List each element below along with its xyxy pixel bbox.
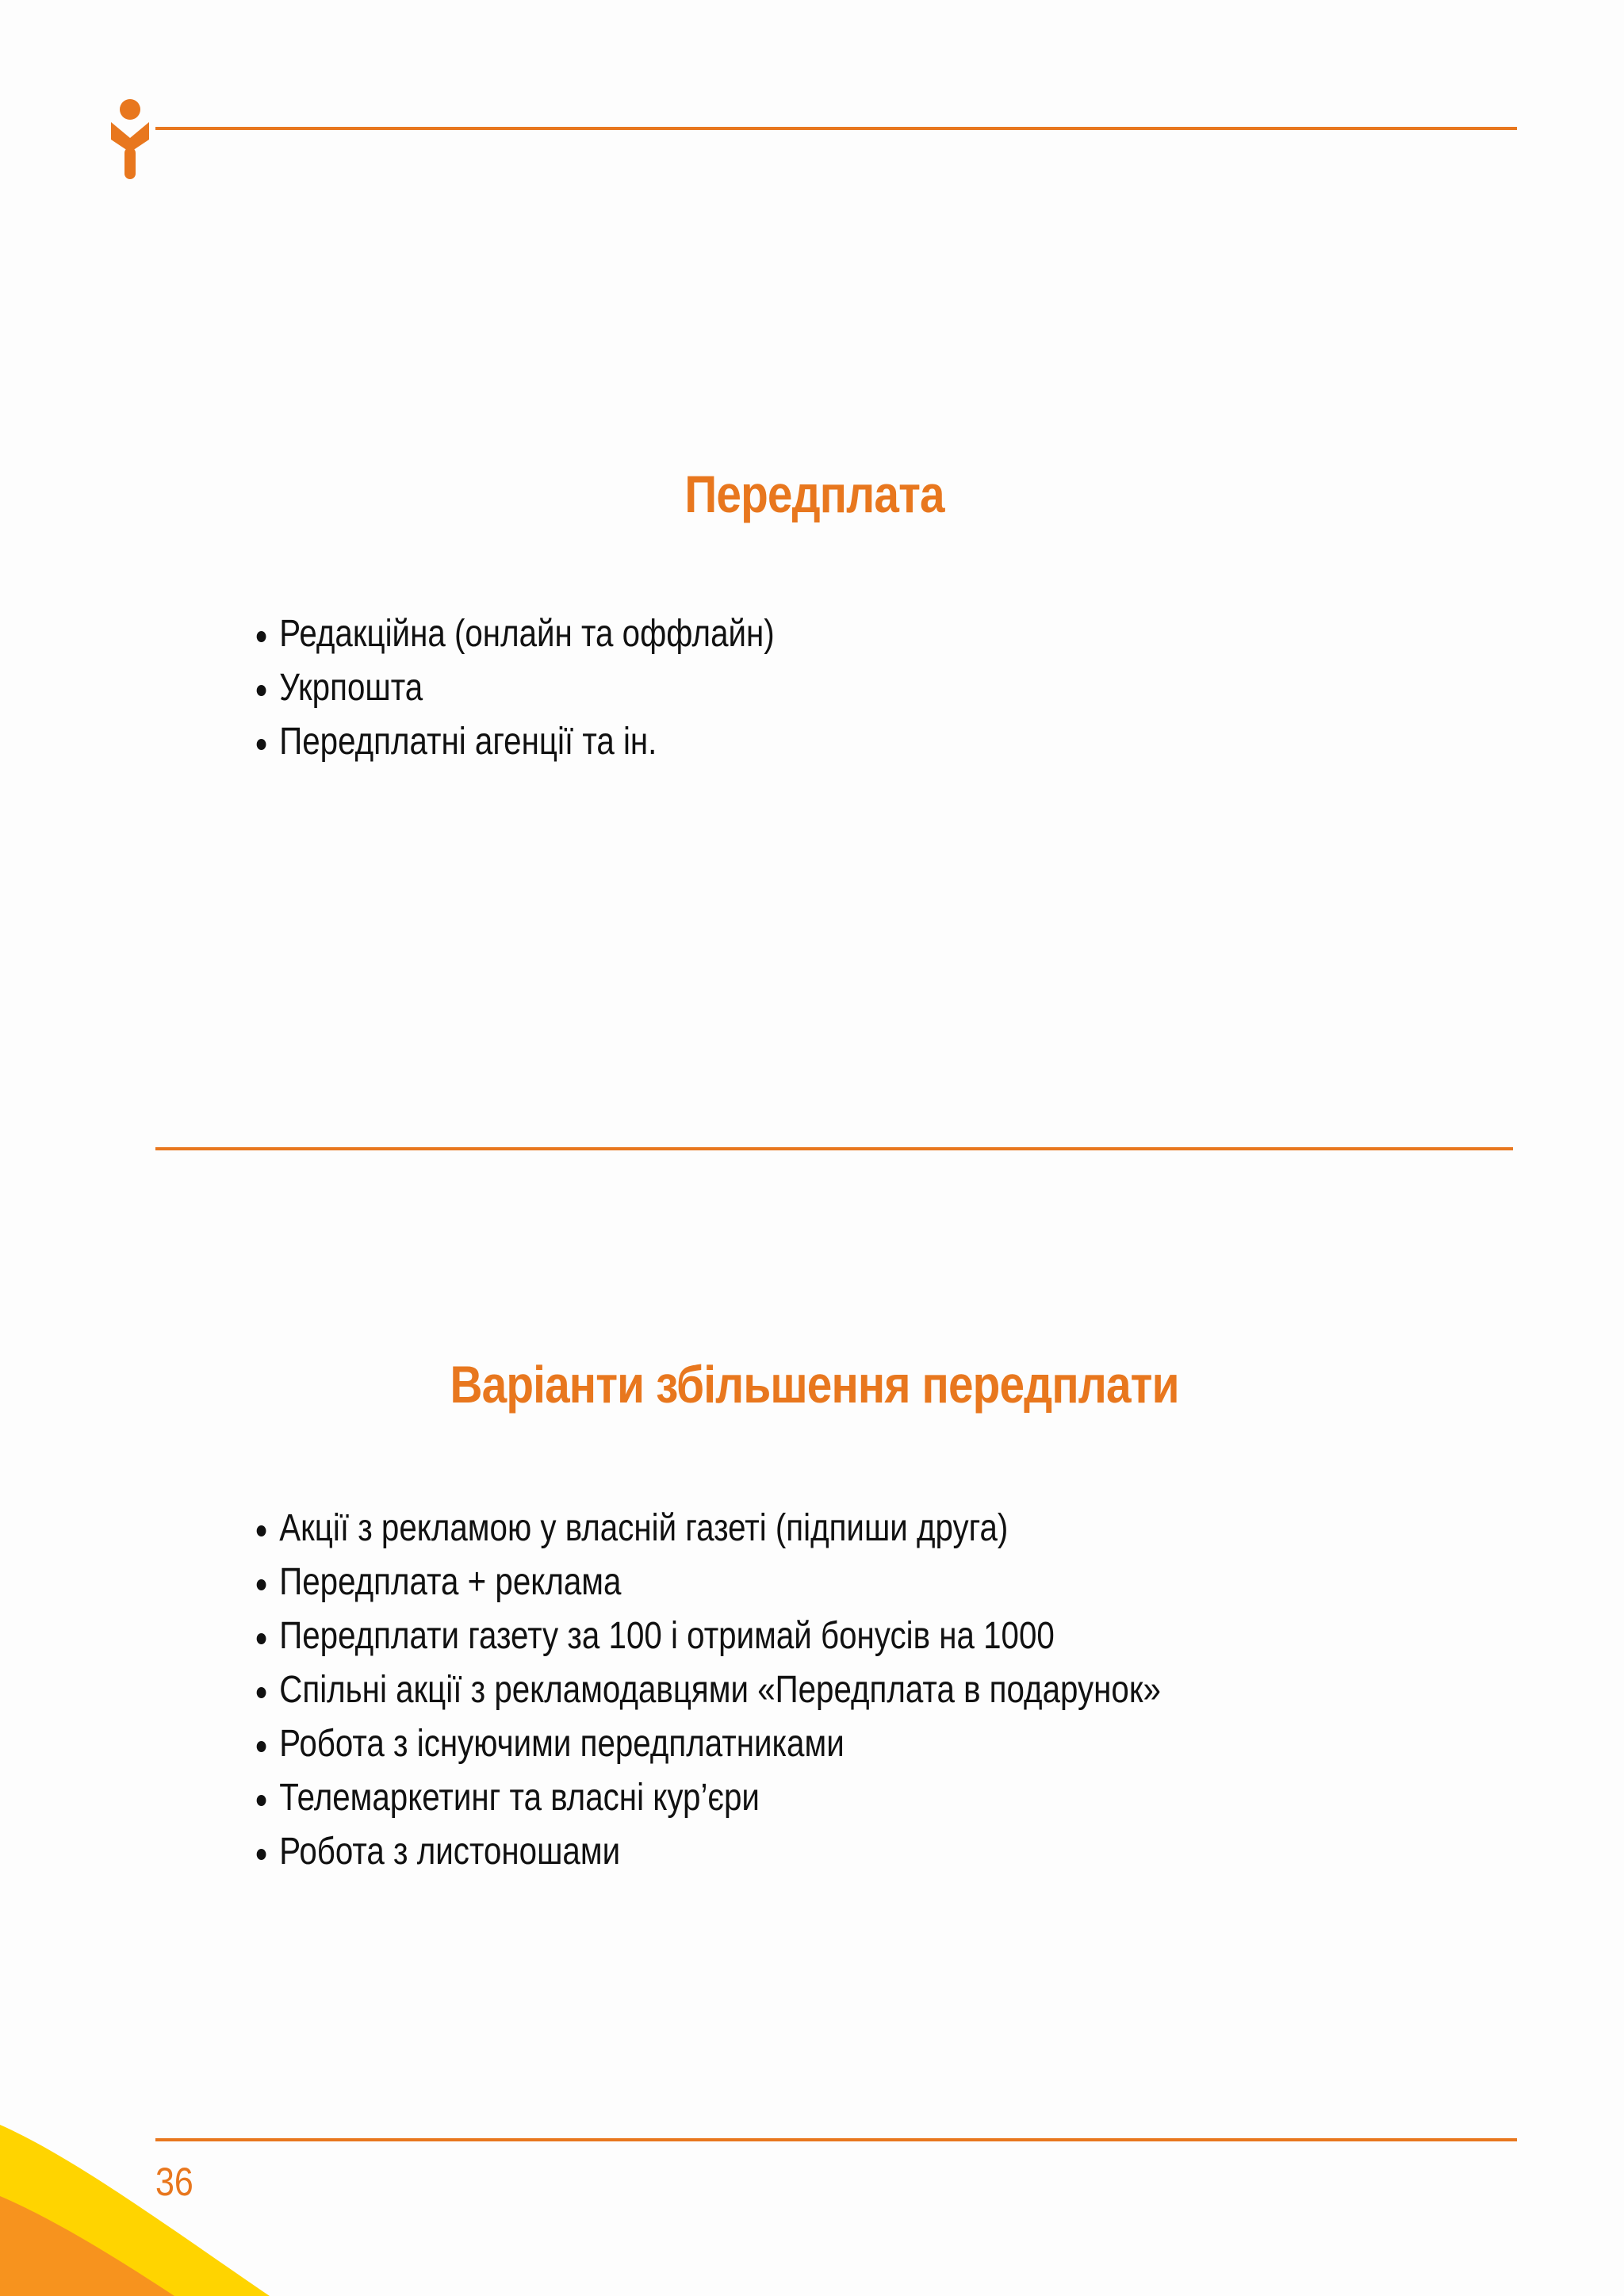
section-2-list xyxy=(255,1502,1161,1879)
list-item: Укрпошта xyxy=(255,661,775,715)
list-item: Передплати газету за 100 і отримай бонусів на 1000 xyxy=(255,1609,1161,1663)
list-item: Телемаркетинг та власні кур’єри xyxy=(255,1771,1161,1825)
list-item: Акції з рекламою у власній газеті (підпиши друга) xyxy=(255,1502,1161,1556)
section-1-list xyxy=(255,607,775,769)
slide-divider xyxy=(155,1147,1513,1150)
header-divider xyxy=(155,127,1517,130)
section-2-heading: Варіанти збільшення передплати xyxy=(450,1355,1179,1414)
list-item: Передплатні агенції та ін. xyxy=(255,715,775,769)
footer-divider xyxy=(155,2138,1517,2141)
list-item: Робота з листоношами xyxy=(255,1825,1161,1879)
corner-decoration xyxy=(0,2125,270,2296)
list-item: Редакційна (онлайн та оффлайн) xyxy=(255,607,775,661)
list-item: Робота з існуючими передплатниками xyxy=(255,1717,1161,1771)
page-number: 36 xyxy=(155,2160,193,2204)
list-item: Спільні акції з рекламодавцями «Передплата в подарунок» xyxy=(255,1663,1161,1717)
section-1-heading: Передплата xyxy=(684,465,944,523)
person-figure-icon xyxy=(111,98,149,179)
list-item: Передплата + реклама xyxy=(255,1556,1161,1609)
